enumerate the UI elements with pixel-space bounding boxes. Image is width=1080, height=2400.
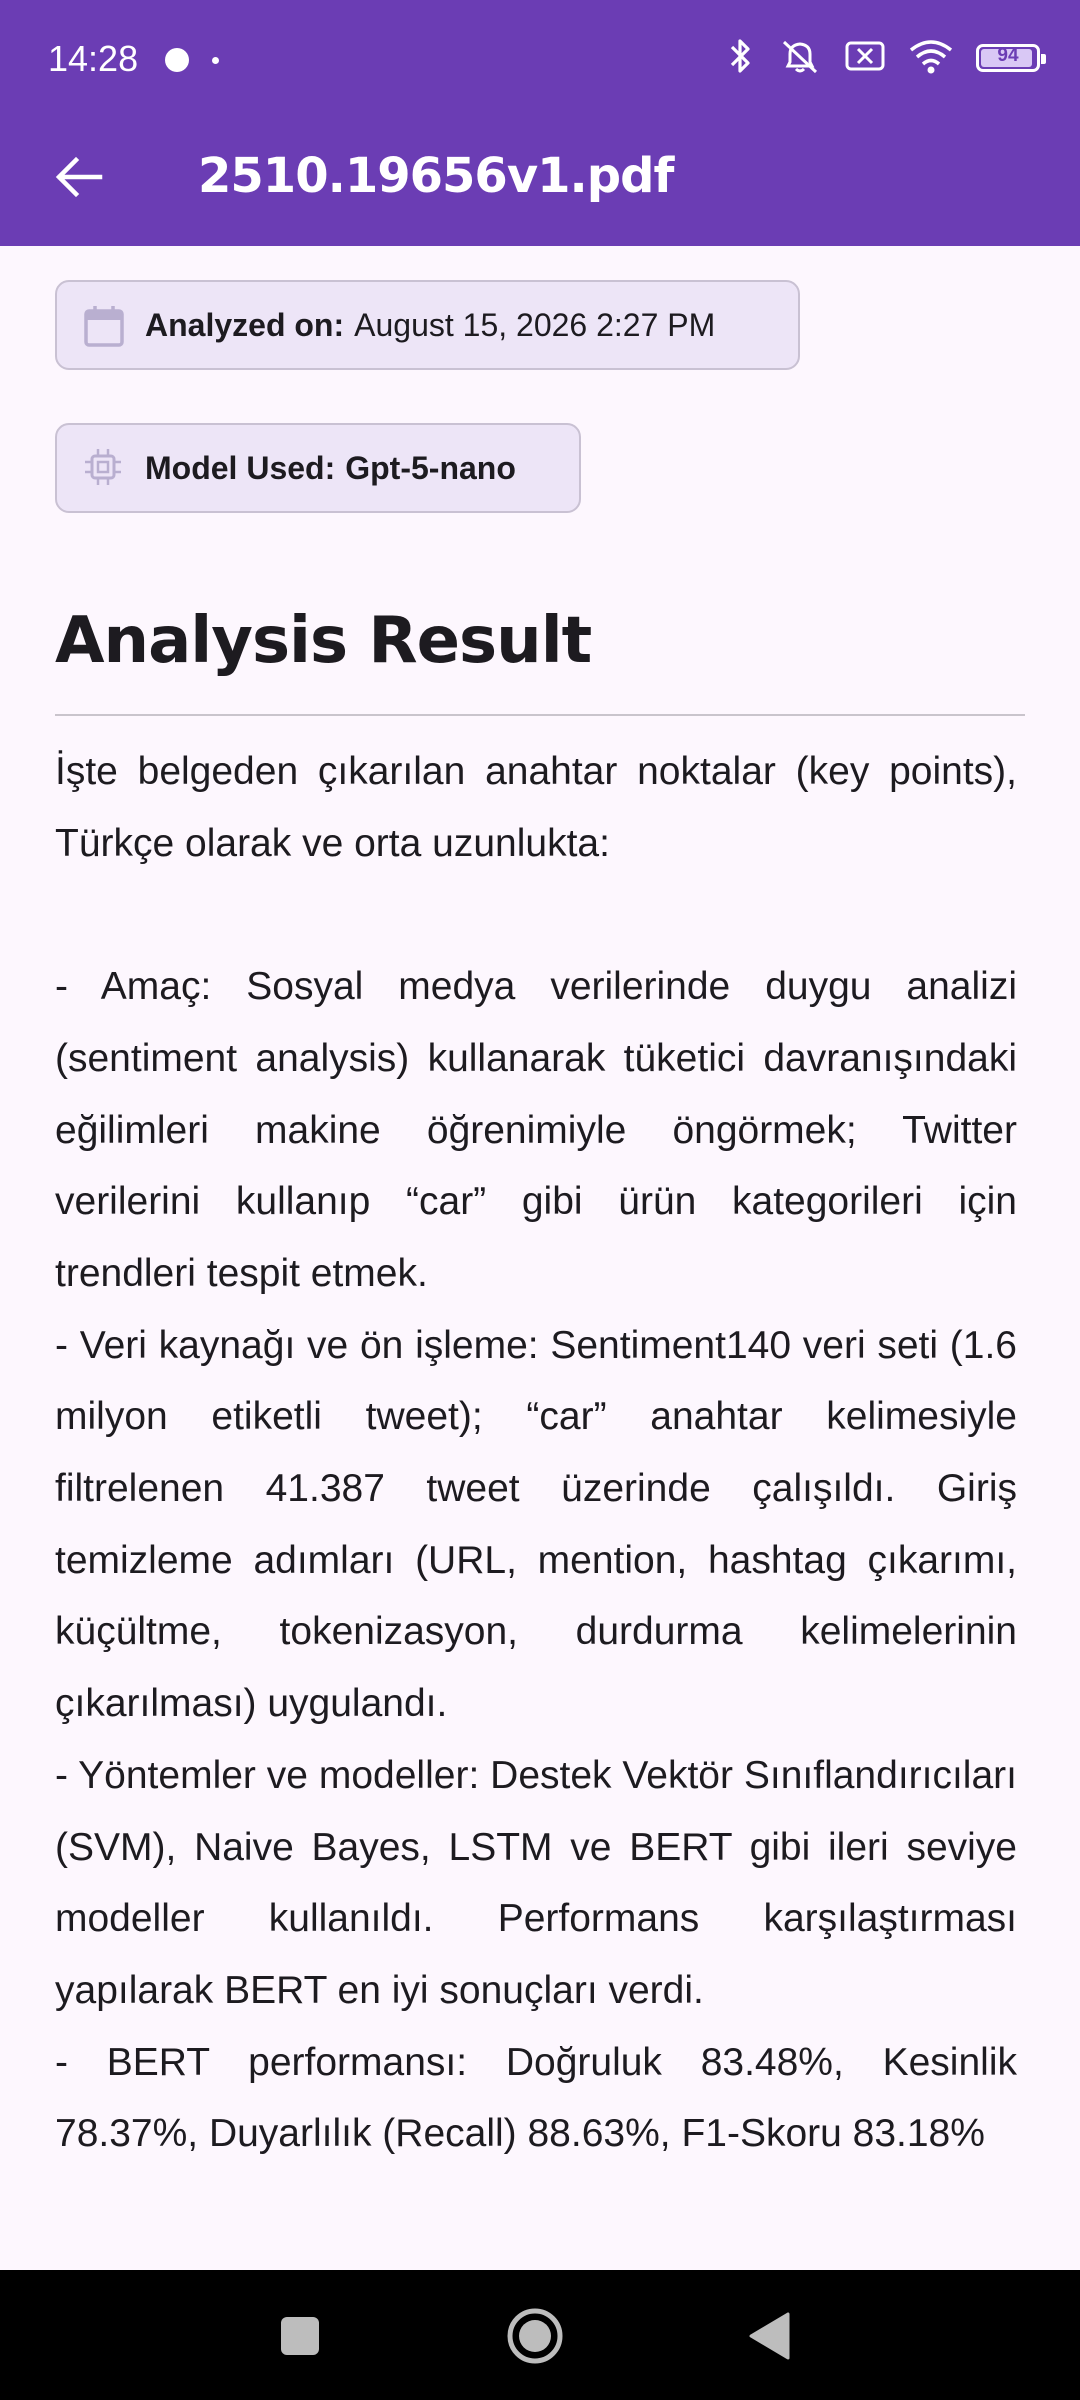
sim-blocked-icon xyxy=(844,38,886,78)
notification-dot-icon xyxy=(165,48,189,72)
wifi-icon xyxy=(908,37,954,79)
square-icon xyxy=(280,2316,320,2356)
status-bar xyxy=(0,0,1080,120)
battery-tip xyxy=(1041,54,1046,64)
calendar-icon xyxy=(83,304,125,346)
recents-button[interactable] xyxy=(265,2304,335,2368)
page-title: 2510.19656v1.pdf xyxy=(198,148,674,204)
home-button[interactable] xyxy=(500,2304,570,2368)
back-button[interactable] xyxy=(44,142,114,212)
model-used-value: Gpt-5-nano xyxy=(345,449,516,486)
result-intro: İşte belgeden çıkarılan anahtar noktalar (key points), Türkçe olarak ve orta uzunlukta: xyxy=(55,750,1017,865)
result-point: - BERT performansı: Doğruluk 83.48%, Kesinlik 78.37%, Duyarlılık (Recall) 88.63%, F1-Skoru 83.18% xyxy=(55,2040,1017,2156)
notification-small-dot-icon xyxy=(212,57,219,64)
analysis-result-text xyxy=(55,736,1017,2170)
analysis-content[interactable] xyxy=(0,246,1080,2270)
back-nav-button[interactable] xyxy=(735,2304,805,2368)
result-point: - Amaç: Sosyal medya verilerinde duygu analizi (sentiment analysis) kullanarak tüketici davranışındaki eğilimleri makine öğrenimiyle öngörmek; Twitter verilerini kullanıp “car” gibi ürün kategorileri için trendleri tespit etmek. xyxy=(55,965,1017,1295)
paragraph-gap xyxy=(55,879,1017,951)
status-time: 14:28 xyxy=(48,38,139,79)
analysis-result-heading: Analysis Result xyxy=(55,604,592,678)
battery-level: 94 xyxy=(997,45,1019,66)
arrow-left-icon xyxy=(54,155,104,199)
analyzed-on-chip xyxy=(55,280,800,370)
battery-icon xyxy=(976,44,1040,72)
result-point: - Yöntemler ve modeller: Destek Vektör Sınıflandırıcıları (SVM), Naive Bayes, LSTM ve BERT gibi ileri seviye modeller kullanıldı. Performans karşılaştırması yapılarak BERT en iyi sonuçları verdi. xyxy=(55,1753,1017,2012)
bluetooth-icon xyxy=(726,36,756,80)
app-bar xyxy=(0,120,1080,246)
circle-home-icon xyxy=(505,2306,565,2366)
cpu-chip-icon xyxy=(83,447,125,489)
heading-divider xyxy=(55,714,1025,716)
muted-bell-icon xyxy=(778,36,822,80)
status-icons xyxy=(726,36,1040,80)
triangle-back-icon xyxy=(748,2312,792,2360)
system-navigation-bar xyxy=(0,2270,1080,2400)
model-used-chip xyxy=(55,423,581,513)
analyzed-on-label: Analyzed on: xyxy=(145,306,345,343)
model-used-label: Model Used: xyxy=(145,449,336,486)
analyzed-on-value: August 15, 2026 2:27 PM xyxy=(354,306,716,343)
result-point: - Veri kaynağı ve ön işleme: Sentiment140 veri seti (1.6 milyon etiketli tweet); “car” anahtar kelimesiyle filtrelenen 41.387 tweet üzerinde çalışıldı. Giriş temizleme adımları (URL, mention, hashtag çıkarımı, küçültme, tokenizasyon, durdurma kelimelerinin çıkarılması) uygulandı. xyxy=(55,1323,1017,1726)
